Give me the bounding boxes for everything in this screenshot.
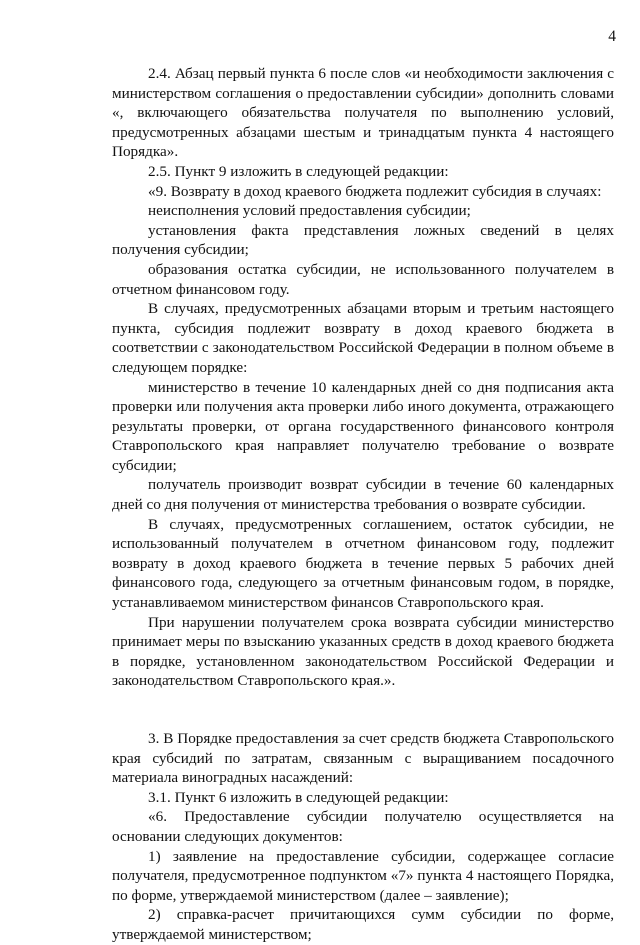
paragraph-section-3: 3. В Порядке предоставления за счет средств бюджета Ставропольского края субсидий по затратам, связанным с выращиванием посадочного материала виноградных насаждений:	[112, 730, 614, 787]
paragraph-item-6: «6. Предоставление субсидии получателю осуществляется на основании следующих документов:	[112, 808, 614, 845]
paragraph-case-remainder: образования остатка субсидии, не использованного получателем в отчетном финансовом году.	[112, 260, 614, 298]
document-body	[112, 64, 614, 945]
paragraph-violation-measures: При нарушении получателем срока возврата субсидии министерство принимает меры по взысканию указанных средств в доход краевого бюджета в порядке, установленном законодательством Российской Федерации и законодательством Ставропольского края.».	[112, 613, 614, 690]
paragraph-remainder-return: В случаях, предусмотренных соглашением, остаток субсидии, не использованный получателем в отчетном финансовом году, подлежит возврату в доход краевого бюджета в течение первых 5 рабочих дней финансового года, следующего за отчетным финансовым годом, в порядке, устанавливаемом министерством финансов Ставропольского края.	[112, 515, 614, 612]
page-number: 4	[608, 28, 616, 45]
paragraph-return-procedure: В случаях, предусмотренных абзацами вторым и третьим настоящего пункта, субсидия подлежит возврату в доход краевого бюджета в соответствии с законодательством Российской Федерации в полном объеме в следующем порядке:	[112, 300, 614, 376]
paragraph-2-4: 2.4. Абзац первый пункта 6 после слов «и необходимости заключения с министерством соглашения о предоставлении субсидии» дополнить словами «, включающего обязательства получателя по выполнению условий, предусмотренных абзацами шестым и тринадцатым пункта 4 настоящего Порядка».	[112, 65, 614, 161]
paragraph-case-nonfulfillment: неисполнения условий предоставления субсидии;	[148, 202, 471, 220]
paragraph-3-1: 3.1. Пункт 6 изложить в следующей редакции:	[148, 788, 449, 806]
paragraph-2-5: 2.5. Пункт 9 изложить в следующей редакции:	[148, 162, 449, 180]
paragraph-item-9: «9. Возврату в доход краевого бюджета подлежит субсидия в случаях:	[148, 182, 602, 200]
paragraph-case-false-info: установления факта представления ложных сведений в целях получения субсидии;	[112, 221, 614, 259]
paragraph-doc-application: 1) заявление на предоставление субсидии, содержащее согласие получателя, предусмотренное подпунктом «7» пункта 4 настоящего Порядка, по форме, утверждаемой министерством (далее – заявление);	[112, 847, 614, 904]
paragraph-ministry-demand: министерство в течение 10 календарных дней со дня подписания акта проверки или получения акта проверки либо иного документа, отражающего результаты проверки, от органа государственного финансового контроля Ставропольского края направляет получателю требование о возврате субсидии;	[112, 378, 614, 474]
paragraph-doc-calculation: 2) справка-расчет причитающихся сумм субсидии по форме, утверждаемой министерством;	[112, 906, 614, 943]
paragraph-recipient-return: получатель производит возврат субсидии в течение 60 календарных дней со дня получения от министерства требования о возврате субсидии.	[112, 476, 614, 514]
